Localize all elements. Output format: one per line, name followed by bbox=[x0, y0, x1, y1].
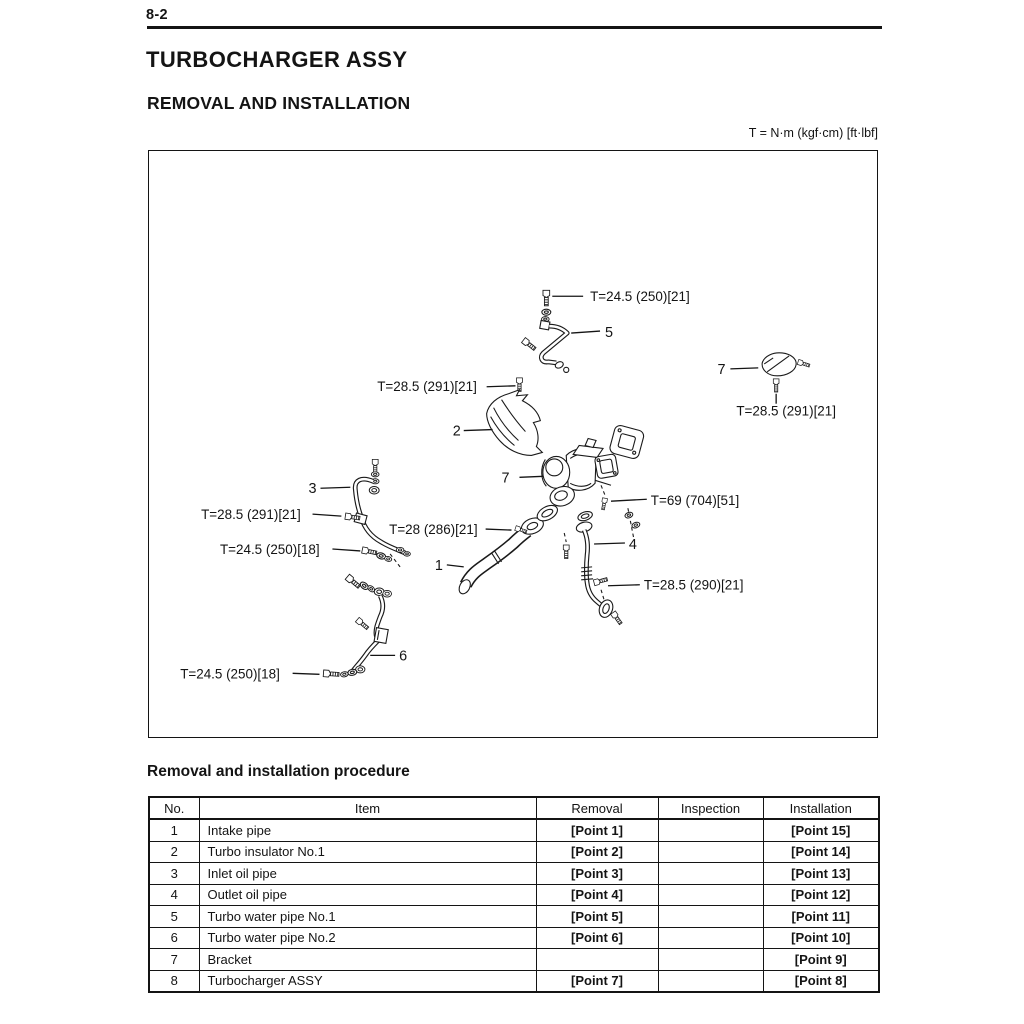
cell-no: 5 bbox=[149, 906, 199, 928]
procedure-heading: Removal and installation procedure bbox=[147, 763, 410, 780]
bolt-icon bbox=[593, 576, 608, 585]
cell-no: 3 bbox=[149, 863, 199, 885]
washer-icon bbox=[396, 547, 404, 552]
bolt-icon bbox=[563, 545, 569, 559]
cell-installation: [Point 8] bbox=[763, 970, 879, 992]
bolt-icon bbox=[797, 359, 810, 368]
cell-installation: [Point 12] bbox=[763, 884, 879, 906]
cell-no: 2 bbox=[149, 841, 199, 863]
cell-installation: [Point 14] bbox=[763, 841, 879, 863]
torque-callout-bracket: T=28.5 (291)[21] bbox=[736, 403, 836, 419]
col-header-installation: Installation bbox=[763, 797, 879, 819]
cell-item: Turbo water pipe No.2 bbox=[199, 927, 536, 949]
heat-shield-drawing bbox=[487, 390, 543, 456]
turbocharger-drawing bbox=[535, 424, 645, 539]
cell-item: Turbo water pipe No.1 bbox=[199, 906, 536, 928]
cell-removal bbox=[536, 949, 658, 971]
torque-unit-note: T = N·m (kgf·cm) [ft·lbf] bbox=[748, 126, 878, 140]
cell-removal: [Point 4] bbox=[536, 884, 658, 906]
washer-icon bbox=[624, 511, 633, 519]
cell-installation: [Point 11] bbox=[763, 906, 879, 928]
bracket-drawing bbox=[762, 353, 810, 392]
cell-removal: [Point 6] bbox=[536, 927, 658, 949]
table-row bbox=[149, 819, 879, 841]
table-row bbox=[149, 970, 879, 992]
exploded-diagram bbox=[148, 150, 878, 738]
bolt-icon bbox=[372, 459, 378, 473]
col-header-inspection: Inspection bbox=[658, 797, 763, 819]
cell-installation: [Point 13] bbox=[763, 863, 879, 885]
washer-icon bbox=[404, 552, 411, 556]
cell-inspection bbox=[658, 949, 763, 971]
page-title: TURBOCHARGER ASSY bbox=[146, 47, 408, 72]
cell-no: 6 bbox=[149, 927, 199, 949]
cell-inspection bbox=[658, 841, 763, 863]
table-header-row bbox=[149, 797, 879, 819]
table-row bbox=[149, 927, 879, 949]
cell-item: Bracket bbox=[199, 949, 536, 971]
part-label-4: 4 bbox=[628, 536, 637, 553]
cell-installation: [Point 10] bbox=[763, 927, 879, 949]
torque-callout-water-pipe-2: T=24.5 (250)[18] bbox=[180, 666, 280, 682]
part-label-7-bracket: 7 bbox=[717, 361, 726, 378]
table-row bbox=[149, 949, 879, 971]
table-row bbox=[149, 863, 879, 885]
washer-icon bbox=[369, 486, 379, 494]
bolt-icon bbox=[601, 498, 608, 510]
bolt-icon bbox=[345, 574, 361, 589]
page-number: 8-2 bbox=[146, 7, 168, 23]
cell-installation: [Point 15] bbox=[763, 819, 879, 841]
cell-no: 1 bbox=[149, 819, 199, 841]
exploded-diagram-svg bbox=[149, 151, 876, 736]
torque-callout-intake-flange: T=28 (286)[21] bbox=[389, 522, 478, 538]
torque-callout-inlet-oil-upper: T=28.5 (291)[21] bbox=[201, 507, 301, 523]
part-label-7-turbo: 7 bbox=[501, 470, 510, 487]
procedure-table bbox=[148, 796, 880, 993]
cell-item: Inlet oil pipe bbox=[199, 863, 536, 885]
cell-inspection bbox=[658, 927, 763, 949]
cell-installation: [Point 9] bbox=[763, 949, 879, 971]
washer-icon bbox=[631, 521, 640, 529]
cell-inspection bbox=[658, 863, 763, 885]
washer-icon bbox=[384, 556, 392, 562]
torque-callout-turbo-mount: T=69 (704)[51] bbox=[650, 493, 740, 509]
cell-item: Outlet oil pipe bbox=[199, 884, 536, 906]
part-label-1: 1 bbox=[434, 557, 443, 574]
washer-icon bbox=[542, 309, 551, 315]
gasket-drawing bbox=[577, 510, 594, 523]
washer-icon bbox=[371, 472, 379, 477]
water-pipe-1-drawing bbox=[522, 290, 569, 372]
cell-removal: [Point 5] bbox=[536, 906, 658, 928]
table-row bbox=[149, 906, 879, 928]
cell-removal: [Point 7] bbox=[536, 970, 658, 992]
cell-item: Turbocharger ASSY bbox=[199, 970, 536, 992]
water-pipe-2-drawing bbox=[323, 574, 391, 677]
part-label-6: 6 bbox=[399, 648, 408, 665]
cell-item: Intake pipe bbox=[199, 819, 536, 841]
bolt-icon bbox=[323, 670, 339, 678]
cell-no: 8 bbox=[149, 970, 199, 992]
washer-icon bbox=[383, 590, 392, 597]
cell-removal: [Point 3] bbox=[536, 863, 658, 885]
bolt-icon bbox=[355, 617, 369, 630]
cell-removal: [Point 1] bbox=[536, 819, 658, 841]
washer-icon bbox=[340, 671, 348, 677]
bolt-icon bbox=[362, 547, 378, 556]
cell-no: 7 bbox=[149, 949, 199, 971]
table-row bbox=[149, 884, 879, 906]
bolt-icon bbox=[773, 379, 779, 392]
col-header-removal: Removal bbox=[536, 797, 658, 819]
bolt-icon bbox=[522, 338, 537, 352]
header-rule bbox=[147, 26, 882, 29]
bolt-icon bbox=[611, 611, 624, 625]
torque-callout-insulator: T=28.5 (291)[21] bbox=[377, 378, 477, 394]
torque-callout-outlet-oil: T=28.5 (290)[21] bbox=[643, 577, 744, 593]
col-header-no: No. bbox=[149, 797, 199, 819]
torque-callout-inlet-oil-lower: T=24.5 (250)[18] bbox=[220, 541, 320, 557]
col-header-item: Item bbox=[199, 797, 536, 819]
washer-icon bbox=[347, 669, 357, 676]
cell-inspection bbox=[658, 970, 763, 992]
cell-no: 4 bbox=[149, 884, 199, 906]
section-title: REMOVAL AND INSTALLATION bbox=[147, 93, 411, 113]
table-row bbox=[149, 841, 879, 863]
part-label-3: 3 bbox=[308, 481, 317, 498]
part-label-5: 5 bbox=[605, 325, 614, 342]
part-label-2: 2 bbox=[452, 423, 461, 440]
outlet-oil-pipe-drawing bbox=[563, 520, 623, 625]
cell-inspection bbox=[658, 906, 763, 928]
bolt-icon bbox=[543, 290, 550, 306]
cell-inspection bbox=[658, 884, 763, 906]
cell-removal: [Point 2] bbox=[536, 841, 658, 863]
cell-inspection bbox=[658, 819, 763, 841]
torque-callout-water-pipe-1: T=24.5 (250)[21] bbox=[590, 289, 690, 305]
cell-item: Turbo insulator No.1 bbox=[199, 841, 536, 863]
